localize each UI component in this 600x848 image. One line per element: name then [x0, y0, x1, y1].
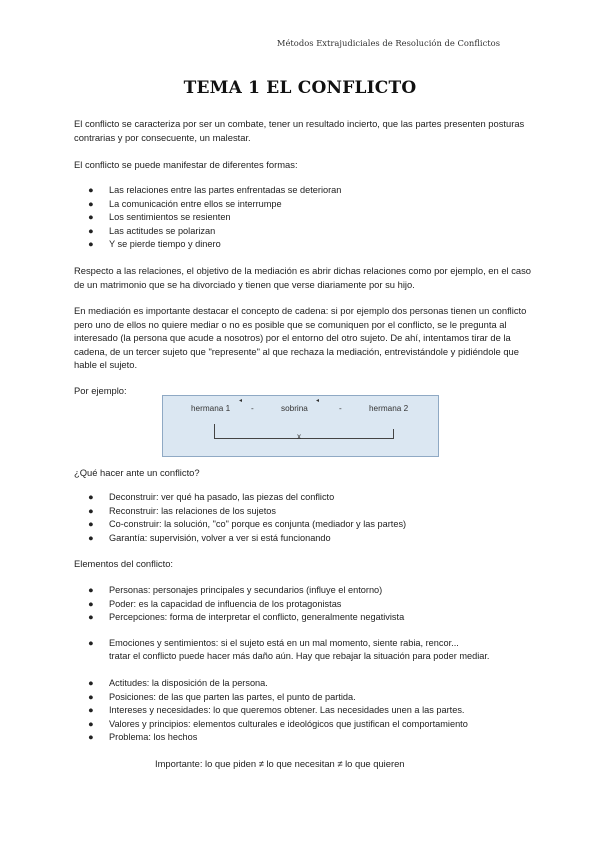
- diagram-connector: [214, 424, 215, 438]
- bullet-icon: ●: [88, 198, 94, 209]
- example-label: Por ejemplo:: [74, 385, 127, 396]
- bullet-icon: ●: [88, 678, 94, 688]
- arrow-icon: ◂: [239, 398, 243, 404]
- elements-heading: Elementos del conflicto:: [74, 558, 174, 569]
- what-to-do-heading: ¿Qué hacer ante un conflicto?: [74, 467, 200, 478]
- bullet-icon: ●: [88, 585, 94, 595]
- bullet-icon: ●: [88, 492, 94, 502]
- chain-paragraph: En mediación es importante destacar el concepto de cadena: si por ejemplo dos personas tienen un conflicto pero uno de ellos no quiere mediar o no es posible que se comuniquen por el conflicto, se le pregunta al interesado (la persona que acude a nosotros) por el entorno del otro sujeto. De ahí, intentamos tirar de la cadena, de un tercer sujeto que "represente" al que rechaza la mediación, entrevistándole y pidiéndole que hable el sujeto.: [74, 305, 527, 370]
- intro-paragraph: El conflicto se caracteriza por ser un combate, tener un resultado incierto, que las partes presenten posturas contrarias y por consecuente, un malestar.: [74, 118, 525, 143]
- relations-paragraph: Respecto a las relaciones, el objetivo de la mediación es abrir dichas relaciones como por ejemplo, en el caso de un matrimonio que se ha divorciado y tienen que verse diariamente por su hijo.: [74, 265, 532, 290]
- bullet-icon: ●: [88, 705, 94, 715]
- diagram-middle-label: sobrina: [281, 404, 308, 413]
- bullet-icon: ●: [88, 612, 94, 622]
- page-header: Métodos Extrajudiciales de Resolución de Conflictos: [276, 38, 500, 48]
- bullet-icon: ●: [88, 505, 94, 516]
- diagram-connector: [393, 429, 394, 439]
- diagram-left-label: hermana 1: [191, 404, 231, 413]
- diagram-dash: -: [339, 404, 342, 413]
- diagram-right-label: hermana 2: [369, 404, 409, 413]
- chain-diagram: [162, 395, 439, 457]
- bullet-icon: ●: [88, 225, 94, 236]
- forms-intro: El conflicto se puede manifestar de diferentes formas:: [74, 159, 298, 170]
- diagram-dash: -: [251, 404, 254, 413]
- bullet-icon: ●: [88, 691, 94, 702]
- bullet-icon: ●: [88, 519, 94, 529]
- diagram-connector: [214, 438, 394, 439]
- arrow-icon: ◂: [316, 398, 320, 404]
- bullet-icon: ●: [88, 718, 94, 729]
- bullet-icon: ●: [88, 732, 94, 742]
- bullet-icon: ●: [88, 638, 94, 648]
- bullet-icon: ●: [88, 598, 94, 609]
- bullet-icon: ●: [88, 532, 94, 543]
- page-title: TEMA 1 EL CONFLICTO: [183, 78, 417, 98]
- bullet-icon: ●: [88, 185, 94, 195]
- bullet-icon: ●: [88, 239, 94, 249]
- important-note: Importante: lo que piden ≠ lo que necesitan ≠ lo que quieren: [155, 758, 405, 769]
- diagram-x-mark: x: [297, 432, 302, 441]
- bullet-icon: ●: [88, 212, 94, 222]
